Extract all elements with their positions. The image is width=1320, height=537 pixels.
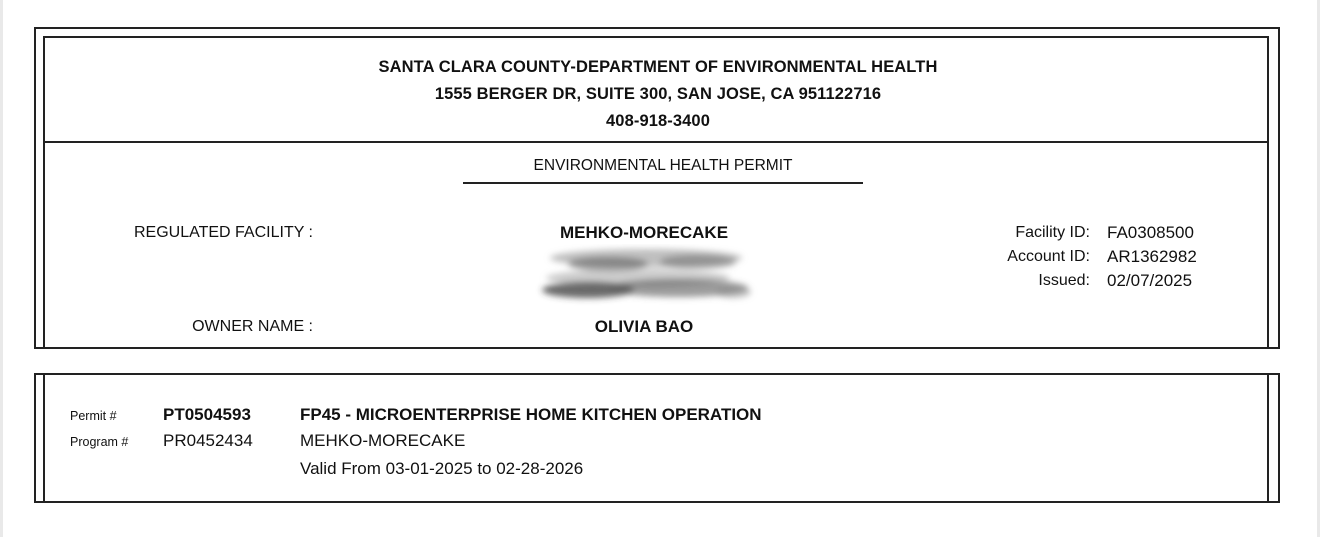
account-id-value: AR1362982 <box>1107 247 1197 266</box>
program-name: MEHKO-MORECAKE <box>300 431 466 450</box>
owner-name-label: OWNER NAME : <box>192 318 313 335</box>
owner-name: OLIVIA BAO <box>594 317 694 336</box>
account-id-row <box>980 245 1197 269</box>
regulated-facility-label: REGULATED FACILITY : <box>133 224 313 241</box>
permit-id-block <box>980 221 1197 293</box>
facility-id-value: FA0308500 <box>1107 223 1194 242</box>
program-number-label: Program # <box>70 435 129 449</box>
agency-name: SANTA CLARA COUNTY-DEPARTMENT OF ENVIRONMENTAL HEALTH <box>378 58 938 76</box>
header-divider <box>43 141 1269 143</box>
agency-phone: 408-918-3400 <box>606 112 710 130</box>
agency-block <box>43 54 1273 135</box>
agency-address: 1555 BERGER DR, SUITE 300, SAN JOSE, CA 951122716 <box>434 85 882 103</box>
permit-number-label: Permit # <box>70 409 117 423</box>
program-number: PR0452434 <box>163 431 253 450</box>
page-edge-left <box>0 0 3 537</box>
issued-row <box>980 269 1197 293</box>
issued-value: 02/07/2025 <box>1107 271 1193 290</box>
facility-name: MEHKO-MORECAKE <box>559 223 729 242</box>
permit-number: PT0504593 <box>163 405 251 424</box>
account-id-label: Account ID: <box>1007 248 1090 265</box>
permit-validity: Valid From 03-01-2025 to 02-28-2026 <box>300 459 584 478</box>
permit-type: FP45 - MICROENTERPRISE HOME KITCHEN OPERATION <box>300 405 762 424</box>
facility-id-label: Facility ID: <box>1015 224 1090 241</box>
facility-id-row <box>980 221 1197 245</box>
issued-label: Issued: <box>1038 272 1090 289</box>
redacted-address-blur <box>528 244 760 306</box>
permit-title: ENVIRONMENTAL HEALTH PERMIT <box>463 157 863 184</box>
